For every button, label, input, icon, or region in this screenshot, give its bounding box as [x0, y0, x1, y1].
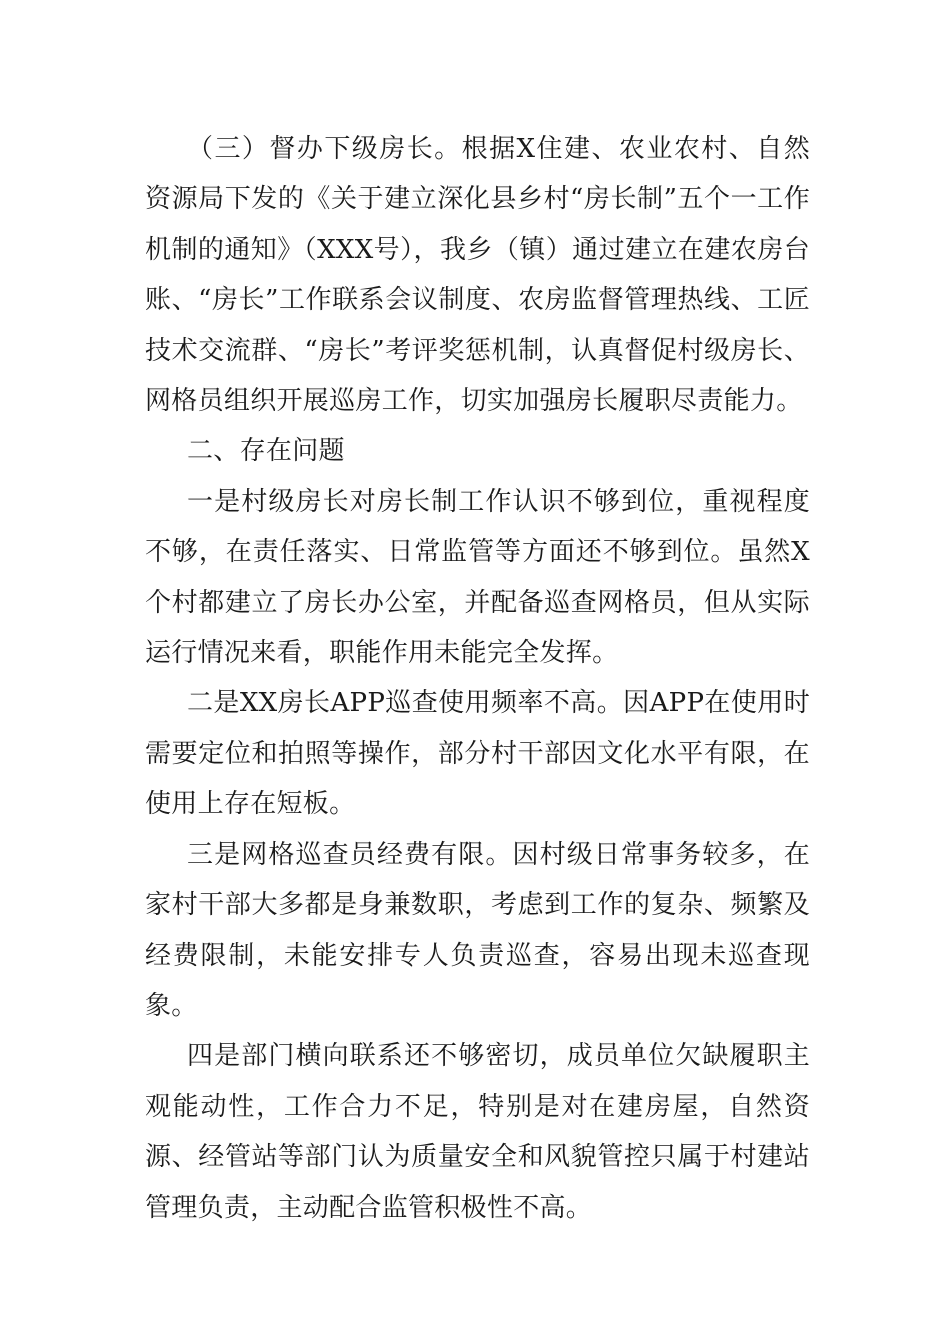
paragraph-problem-two: 二是XX房长APP巡查使用频率不高。因APP在使用时需要定位和拍照等操作，部分村干部因文化水平有限，在使用上存在短板。	[145, 688, 810, 820]
section-heading-existing-problems: 二、存在问题	[187, 436, 345, 467]
paragraph-supervise-lower-level: （三）督办下级房长。根据X住建、农业农村、自然资源局下发的《关于建立深化县乡村“房长制”五个一工作机制的通知》（XXX号），我乡（镇）通过建立在建农房台账、“房长”工作联系会议制度、农房监督管理热线、工匠技术交流群、“房长”考评奖惩机制，认真督促村级房长、网格员组织开展巡房工作，切实加强房长履职尽责能力。	[145, 134, 810, 417]
paragraph-problem-three: 三是网格巡查员经费有限。因村级日常事务较多，在家村干部大多都是身兼数职，考虑到工作的复杂、频繁及经费限制，未能安排专人负责巡查，容易出现未巡查现象。	[145, 839, 810, 1021]
paragraph-problem-one: 一是村级房长对房长制工作认识不够到位，重视程度不够，在责任落实、日常监管等方面还不够到位。虽然X个村都建立了房长办公室，并配备巡查网格员，但从实际运行情况来看，职能作用未能完全发挥。	[145, 486, 810, 669]
paragraph-problem-four: 四是部门横向联系还不够密切，成员单位欠缺履职主观能动性，工作合力不足，特别是对在建房屋，自然资源、经管站等部门认为质量安全和风貌管控只属于村建站管理负责，主动配合监管积极性不高。	[145, 1041, 810, 1223]
document-body	[145, 124, 810, 1233]
